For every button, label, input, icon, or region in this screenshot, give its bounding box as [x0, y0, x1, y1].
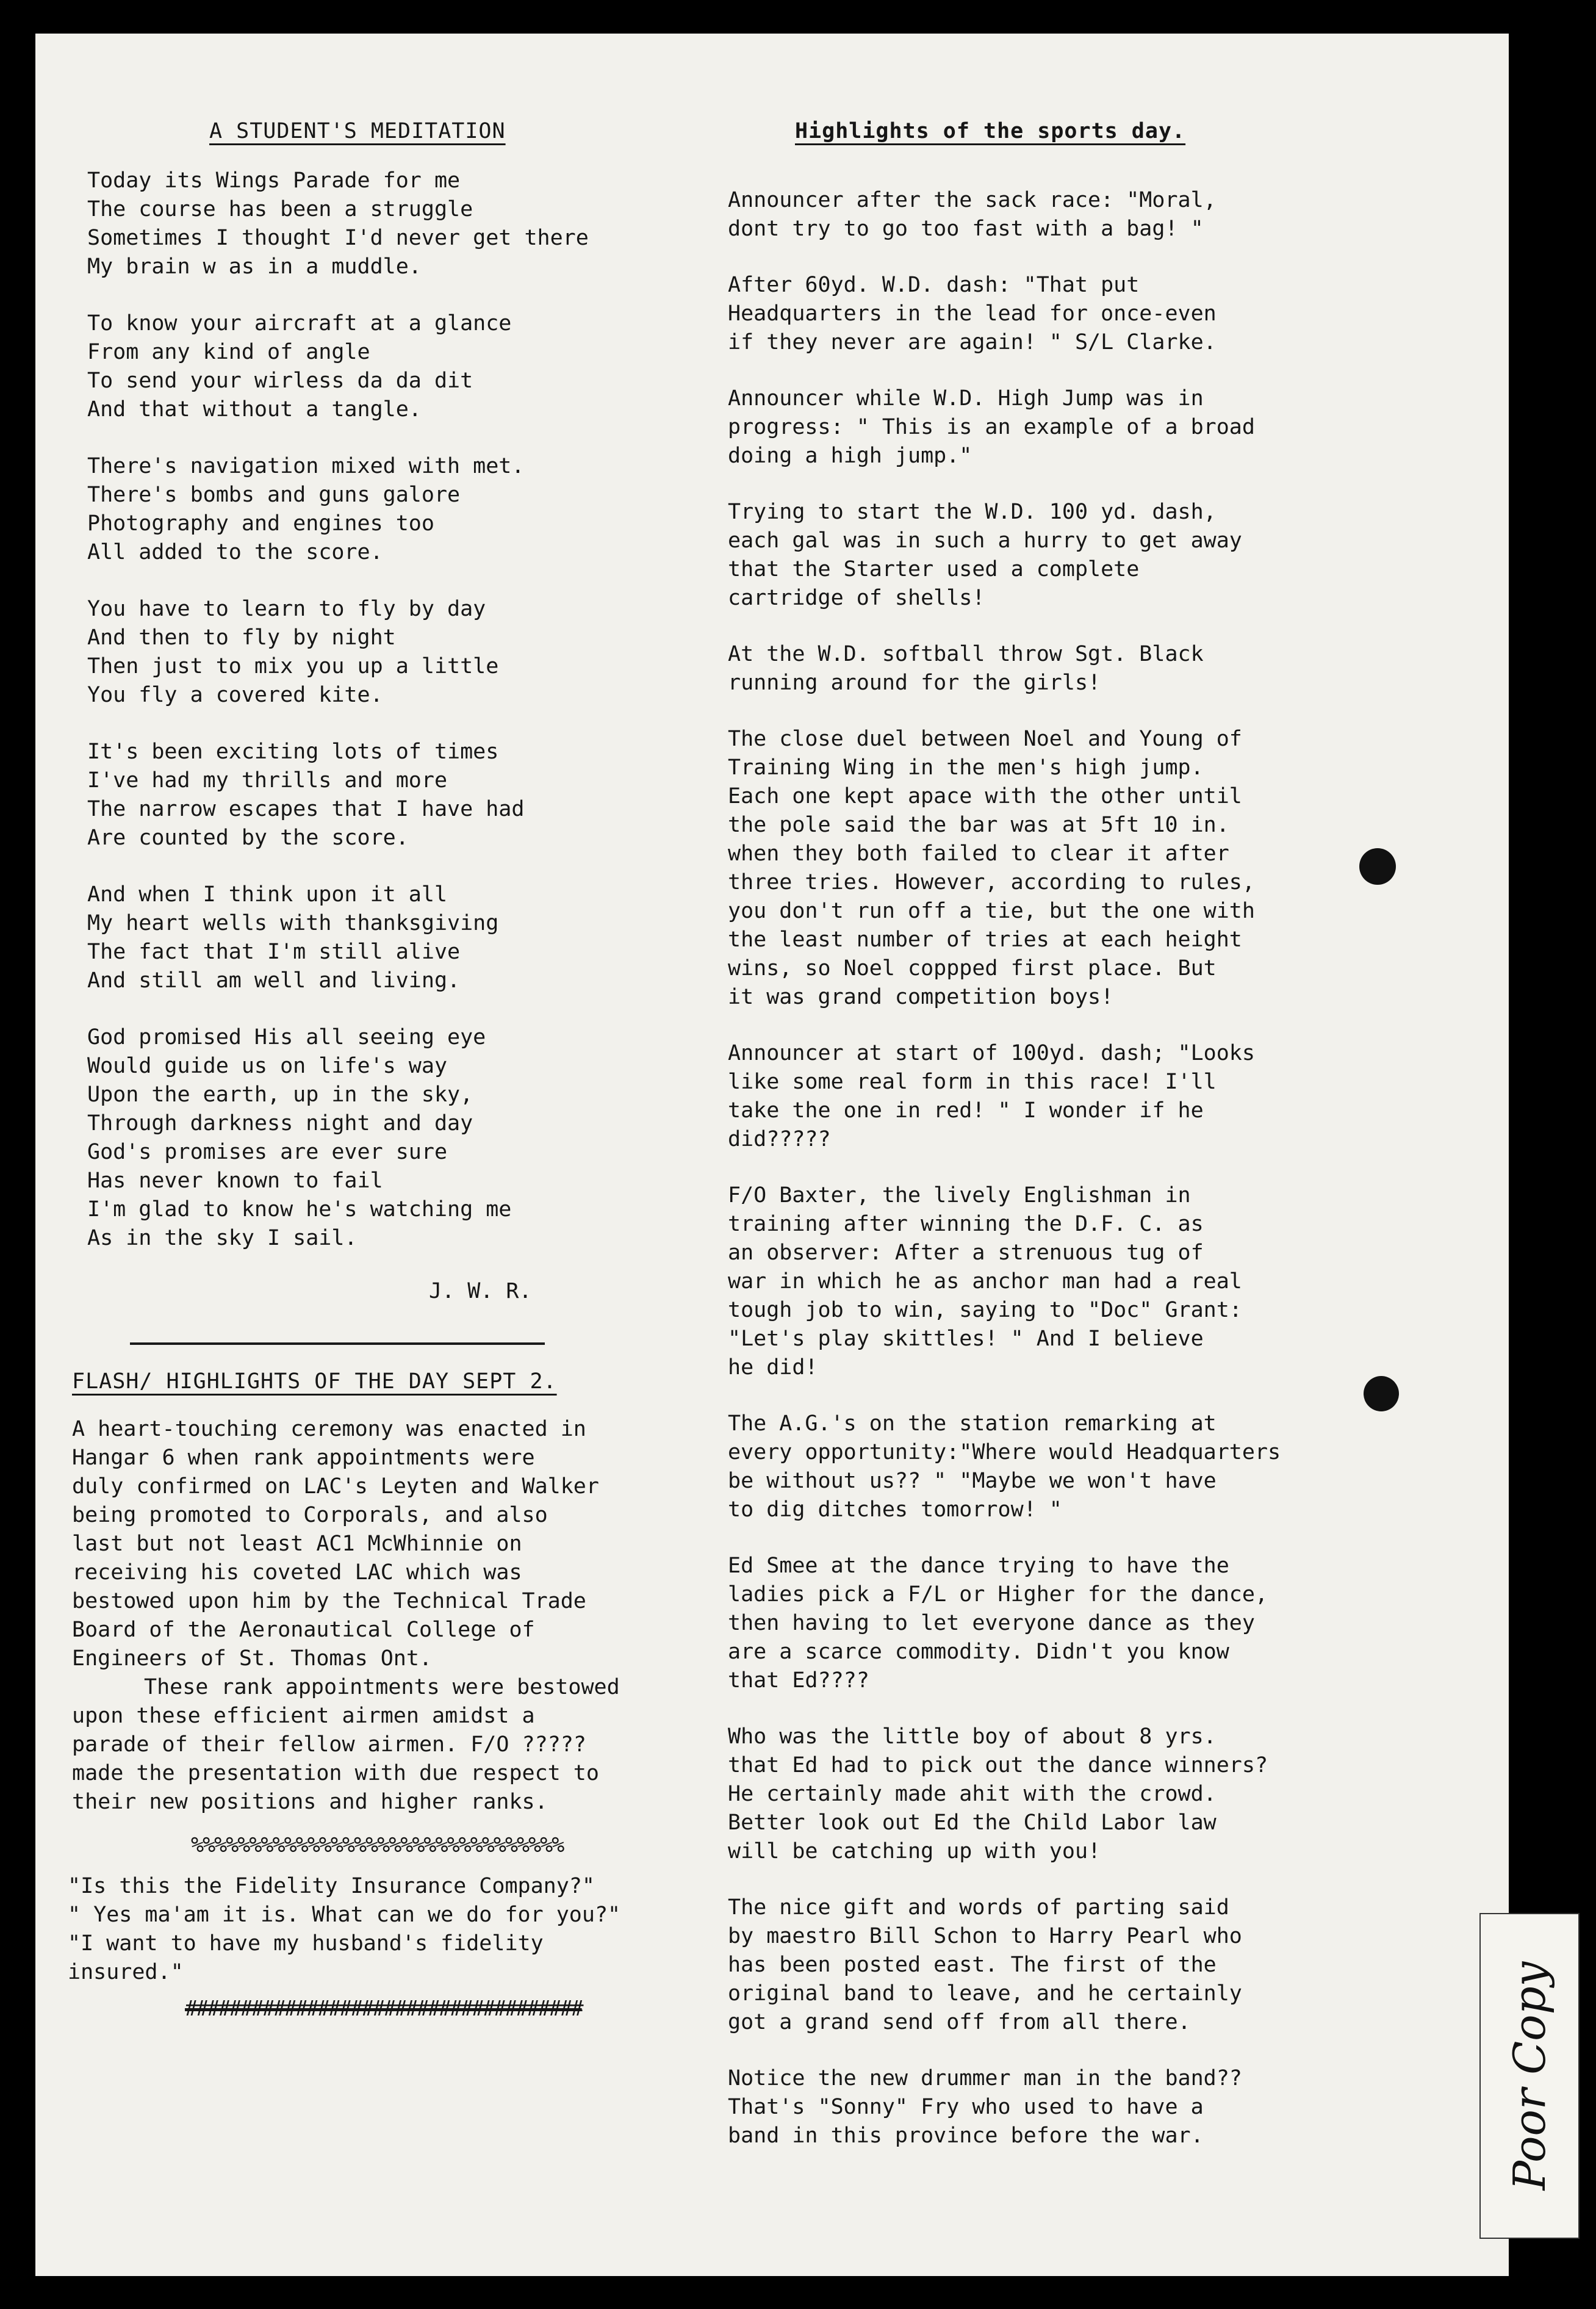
text-line: each gal was in such a hurry to get away	[728, 528, 1242, 553]
text-line: did?????	[728, 1127, 831, 1151]
verse-line: And still am well and living.	[87, 968, 461, 993]
text-line: by maestro Bill Schon to Harry Pearl who	[728, 1924, 1242, 1948]
text-line: got a grand send off from all there.	[728, 2010, 1191, 2034]
sports-paragraph	[728, 271, 1442, 357]
text-line: "Is this the Fidelity Insurance Company?"	[68, 1874, 595, 1898]
text-line: cartridge of shells!	[728, 586, 985, 610]
verse-line: From any kind of angle	[87, 340, 370, 364]
verse-line: The course has been a struggle	[87, 197, 473, 222]
percent-divider: %%%%%%%%%%%%%%%%%%%%%%%%%%%%%%%%	[191, 1833, 564, 1857]
text-line: Headquarters in the lead for once-even	[728, 301, 1217, 326]
text-line: every opportunity:"Where would Headquarters	[728, 1440, 1281, 1464]
text-line: be without us?? " "Maybe we won't have	[728, 1469, 1217, 1493]
flash-paragraph-1	[72, 1415, 758, 1673]
text-line: take the one in red! " I wonder if he	[728, 1098, 1204, 1123]
text-line: the pole said the bar was at 5ft 10 in.	[728, 813, 1229, 837]
sports-paragraph	[728, 725, 1442, 1012]
document-page	[35, 34, 1509, 2276]
text-line: He certainly made ahit with the crowd.	[728, 1782, 1217, 1806]
text-line: insured."	[68, 1960, 184, 1984]
hash-divider: ####################################	[185, 1997, 582, 2021]
poem-stanza	[87, 595, 758, 710]
text-line: has been posted east. The first of the	[728, 1953, 1217, 1977]
poem-stanza	[87, 881, 758, 995]
text-line: last but not least AC1 McWhinnie on	[72, 1532, 522, 1556]
sports-highlights	[728, 186, 1442, 2150]
text-line: Trying to start the W.D. 100 yd. dash,	[728, 500, 1217, 524]
text-line: Who was the little boy of about 8 yrs.	[728, 1724, 1217, 1749]
verse-line: You have to learn to fly by day	[87, 597, 486, 621]
text-line: the least number of tries at each height	[728, 928, 1242, 952]
flash-title: FLASH/ HIGHLIGHTS OF THE DAY SEPT 2.	[72, 1369, 557, 1394]
sports-paragraph	[728, 2064, 1442, 2150]
verse-line: Today its Wings Parade for me	[87, 168, 461, 193]
verse-line: God promised His all seeing eye	[87, 1025, 486, 1050]
poem-stanza	[87, 309, 758, 424]
verse-line: To know your aircraft at a glance	[87, 311, 512, 336]
text-line: an observer: After a strenuous tug of	[728, 1241, 1204, 1265]
text-line: After 60yd. W.D. dash: "That put	[728, 273, 1140, 297]
text-line: Announcer while W.D. High Jump was in	[728, 386, 1204, 411]
verse-line: The narrow escapes that I have had	[87, 797, 525, 821]
text-line: doing a high jump."	[728, 444, 972, 468]
text-line: The A.G.'s on the station remarking at	[728, 1411, 1217, 1436]
verse-line: And that without a tangle.	[87, 397, 422, 422]
sports-paragraph	[728, 1410, 1442, 1524]
poem-signature: J. W. R.	[429, 1279, 532, 1303]
text-line: These rank appointments were bestowed	[144, 1675, 620, 1699]
verse-line: You fly a covered kite.	[87, 683, 383, 707]
text-line: Each one kept apace with the other until	[728, 784, 1242, 809]
poem-stanza	[87, 738, 758, 852]
text-line: you don't run off a tie, but the one with	[728, 899, 1255, 923]
text-line: duly confirmed on LAC's Leyten and Walker	[72, 1474, 599, 1499]
verse-line: I'm glad to know he's watching me	[87, 1197, 512, 1222]
text-line: training after winning the D.F. C. as	[728, 1212, 1204, 1236]
verse-line: Upon the earth, up in the sky,	[87, 1082, 473, 1107]
text-line: Ed Smee at the dance trying to have the	[728, 1554, 1229, 1578]
left-column	[68, 119, 758, 2021]
poor-copy-stamp	[1479, 1913, 1580, 2239]
verse-line: Then just to mix you up a little	[87, 654, 499, 679]
text-line: original band to leave, and he certainly	[728, 1981, 1242, 2006]
ink-blot	[1359, 848, 1396, 885]
verse-line: Through darkness night and day	[87, 1111, 473, 1136]
text-line: Training Wing in the men's high jump.	[728, 755, 1204, 780]
text-line: The close duel between Noel and Young of	[728, 727, 1242, 751]
text-line: like some real form in this race! I'll	[728, 1070, 1217, 1094]
text-line: three tries. However, according to rules,	[728, 870, 1255, 895]
text-line: made the presentation with due respect to	[72, 1761, 599, 1785]
text-line: progress: " This is an example of a broad	[728, 415, 1255, 439]
text-line: A heart-touching ceremony was enacted in	[72, 1417, 586, 1441]
verse-line: And when I think upon it all	[87, 882, 448, 907]
text-line: Hangar 6 when rank appointments were	[72, 1446, 535, 1470]
text-line: band in this province before the war.	[728, 2123, 1204, 2148]
text-line: that Ed????	[728, 1668, 869, 1693]
text-line: it was grand competition boys!	[728, 985, 1114, 1009]
text-line: receiving his coveted LAC which was	[72, 1560, 522, 1585]
ink-blot	[1364, 1376, 1399, 1411]
sports-paragraph	[728, 1181, 1442, 1382]
text-line: that the Starter used a complete	[728, 557, 1140, 582]
text-line: " Yes ma'am it is. What can we do for you?"	[68, 1903, 621, 1927]
sports-paragraph	[728, 1893, 1442, 2037]
verse-line: As in the sky I sail.	[87, 1226, 358, 1250]
text-line: war in which he as anchor man had a real	[728, 1269, 1242, 1294]
text-line: when they both failed to clear it after	[728, 841, 1229, 866]
text-line: running around for the girls!	[728, 671, 1101, 695]
verse-line: Are counted by the score.	[87, 826, 409, 850]
sports-paragraph	[728, 498, 1442, 613]
sports-title: Highlights of the sports day.	[795, 119, 1186, 143]
text-line: he did!	[728, 1355, 818, 1380]
verse-line: There's bombs and guns galore	[87, 483, 461, 507]
sports-paragraph	[728, 640, 1442, 697]
text-line: Notice the new drummer man in the band??	[728, 2066, 1242, 2091]
text-line: parade of their fellow airmen. F/O ?????	[72, 1732, 586, 1757]
sports-paragraph	[728, 1723, 1442, 1866]
text-line: Board of the Aeronautical College of	[72, 1618, 535, 1642]
verse-line: Would guide us on life's way	[87, 1054, 448, 1078]
text-line: Engineers of St. Thomas Ont.	[72, 1646, 433, 1671]
text-line: "Let's play skittles! " And I believe	[728, 1327, 1204, 1351]
text-line: At the W.D. softball throw Sgt. Black	[728, 642, 1204, 666]
sports-paragraph	[728, 186, 1442, 243]
text-line: tough job to win, saying to "Doc" Grant:	[728, 1298, 1242, 1322]
text-line: Announcer at start of 100yd. dash; "Looks	[728, 1041, 1255, 1065]
poor-copy-label: Poor Copy	[1504, 1961, 1555, 2191]
text-line: The nice gift and words of parting said	[728, 1895, 1229, 1920]
verse-line: Photography and engines too	[87, 511, 434, 536]
poem	[87, 167, 758, 1253]
text-line: F/O Baxter, the lively Englishman in	[728, 1183, 1191, 1208]
text-line: that Ed had to pick out the dance winners?	[728, 1753, 1268, 1778]
sports-paragraph	[728, 1039, 1442, 1154]
text-line: upon these efficient airmen amidst a	[72, 1704, 535, 1728]
text-line: ladies pick a F/L or Higher for the dance,	[728, 1582, 1268, 1607]
poem-stanza	[87, 1023, 758, 1253]
verse-line: To send your wirless da da dit	[87, 369, 473, 393]
joke	[68, 1872, 758, 1987]
verse-line: There's navigation mixed with met.	[87, 454, 525, 478]
text-line: That's "Sonny" Fry who used to have a	[728, 2095, 1204, 2119]
text-line: if they never are again! " S/L Clarke.	[728, 330, 1217, 355]
text-line: Announcer after the sack race: "Moral,	[728, 188, 1217, 212]
verse-line: Sometimes I thought I'd never get there	[87, 226, 589, 250]
text-line: dont try to go too fast with a bag! "	[728, 217, 1204, 241]
verse-line: The fact that I'm still alive	[87, 940, 461, 964]
verse-line: It's been exciting lots of times	[87, 740, 499, 764]
poem-title: A STUDENT'S MEDITATION	[209, 119, 506, 143]
verse-line: My brain w as in a muddle.	[87, 254, 422, 279]
text-line: are a scarce commodity. Didn't you know	[728, 1640, 1229, 1664]
verse-line: All added to the score.	[87, 540, 383, 564]
flash-paragraph-2	[72, 1673, 758, 1817]
text-line: "I want to have my husband's fidelity	[68, 1931, 544, 1956]
text-line: bestowed upon him by the Technical Trade	[72, 1589, 586, 1613]
text-line: being promoted to Corporals, and also	[72, 1503, 548, 1527]
sports-paragraph	[728, 384, 1442, 470]
text-line: their new positions and higher ranks.	[72, 1790, 548, 1814]
poem-stanza	[87, 452, 758, 567]
text-line: Better look out Ed the Child Labor law	[728, 1810, 1217, 1835]
verse-line: God's promises are ever sure	[87, 1140, 448, 1164]
text-line: will be catching up with you!	[728, 1839, 1101, 1864]
text-line: then having to let everyone dance as they	[728, 1611, 1255, 1635]
verse-line: And then to fly by night	[87, 625, 396, 650]
poem-stanza	[87, 167, 758, 281]
section-divider-rule	[130, 1342, 545, 1345]
sports-paragraph	[728, 1552, 1442, 1695]
text-line: to dig ditches tomorrow! "	[728, 1497, 1062, 1522]
verse-line: I've had my thrills and more	[87, 768, 448, 793]
right-column	[728, 119, 1442, 2178]
text-line: wins, so Noel coppped first place. But	[728, 956, 1217, 981]
verse-line: Has never known to fail	[87, 1169, 383, 1193]
verse-line: My heart wells with thanksgiving	[87, 911, 499, 935]
